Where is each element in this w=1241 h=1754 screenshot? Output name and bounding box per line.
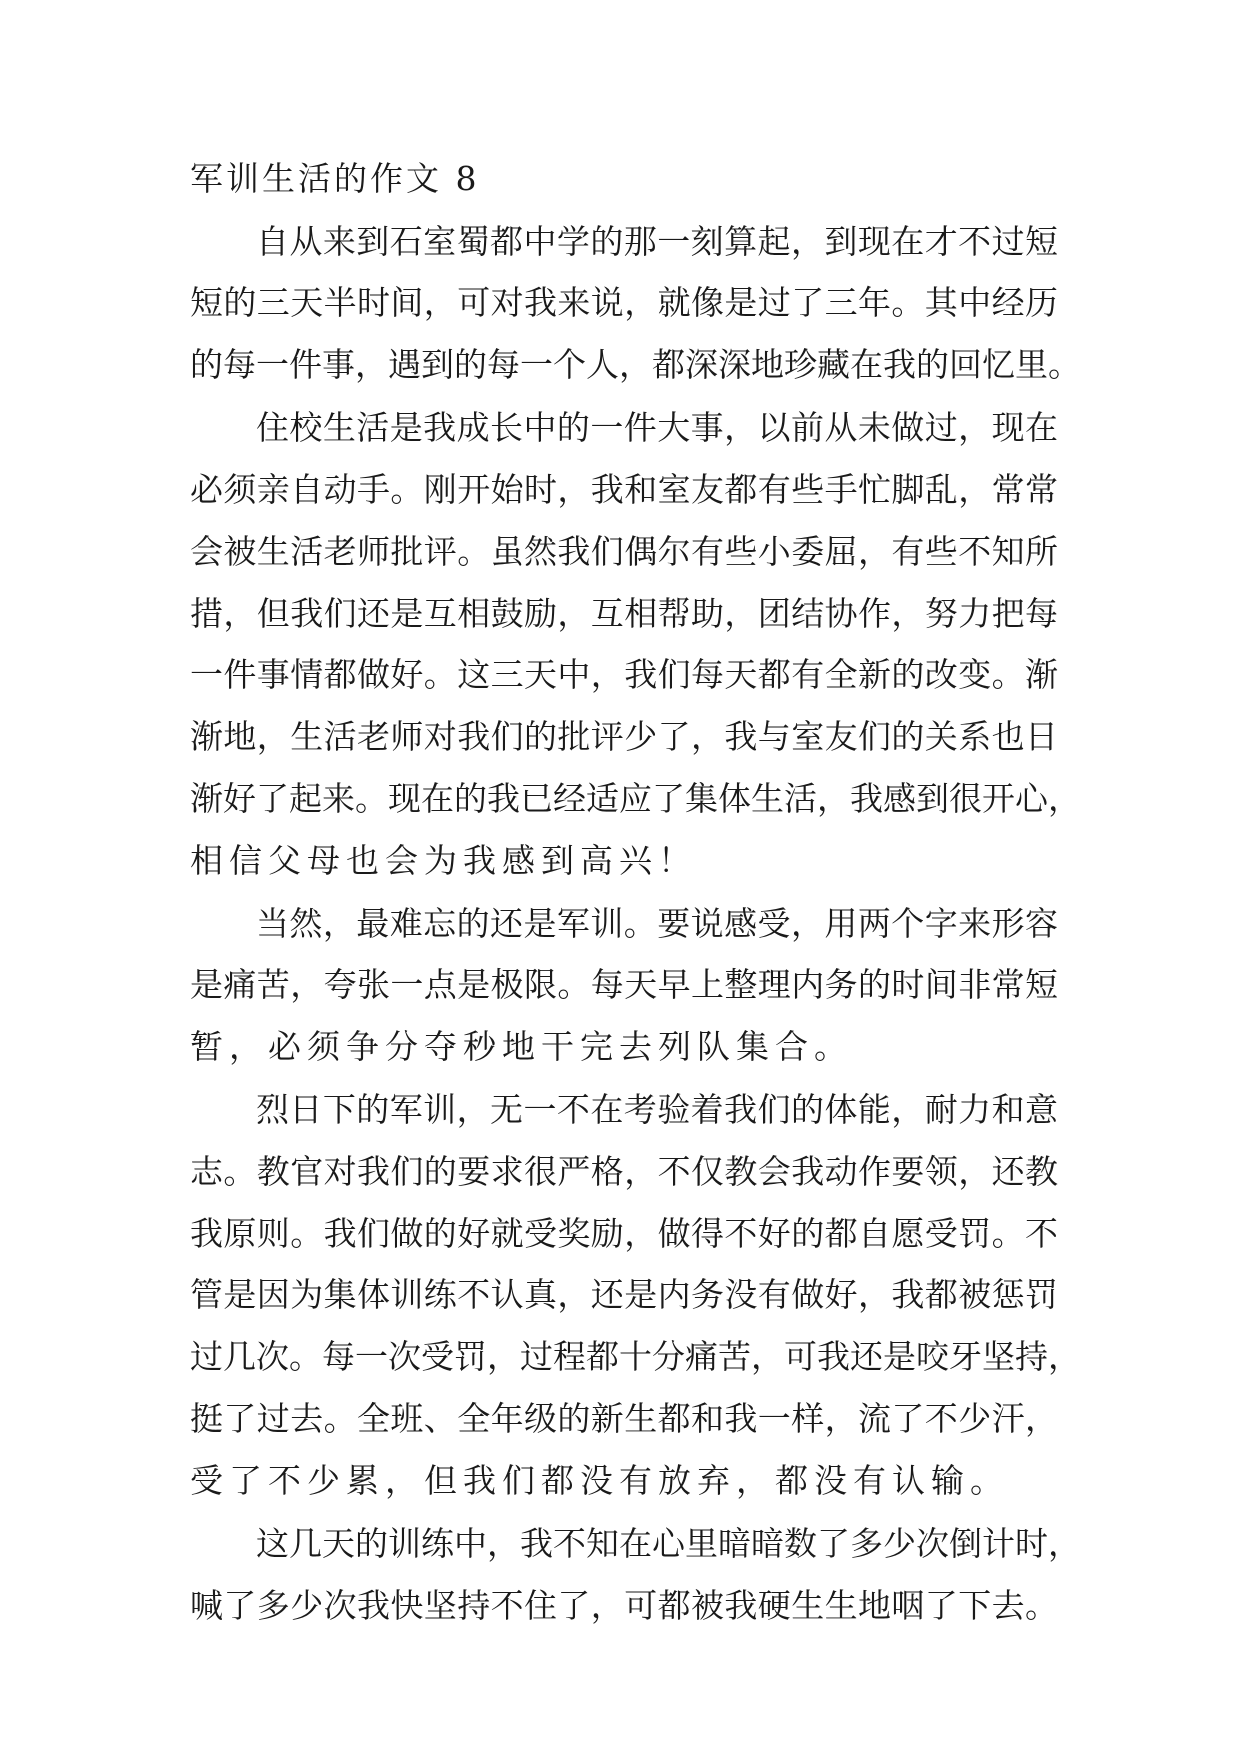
paragraph-4-line-5: 过几次。每一次受罚，过程都十分痛苦，可我还是咬牙坚持， (190, 1337, 1081, 1376)
paragraph-4-line-4: 管是因为集体训练不认真，还是内务没有做好，我都被惩罚 (190, 1275, 1058, 1314)
paragraph-2-line-5: 一件事情都做好。这三天中，我们每天都有全新的改变。渐 (190, 655, 1058, 694)
paragraph-3-line-1: 当然，最难忘的还是军训。要说感受，用两个字来形容 (256, 904, 1058, 943)
paragraph-1-line-2: 短的三天半时间，可对我来说，就像是过了三年。其中经历 (190, 283, 1058, 322)
paragraph-1-line-1: 自从来到石室蜀都中学的那一刻算起，到现在才不过短 (256, 222, 1058, 261)
paragraph-2-line-8: 相信父母也会为我感到高兴！ (190, 841, 697, 880)
essay-title: 军训生活的作文 8 (190, 159, 480, 198)
paragraph-4-line-3: 我原则。我们做的好就受奖励，做得不好的都自愿受罚。不 (190, 1214, 1058, 1253)
paragraph-5-line-1: 这几天的训练中，我不知在心里暗暗数了多少次倒计时， (256, 1524, 1081, 1563)
paragraph-4-line-7: 受了不少累，但我们都没有放弃，都没有认输。 (190, 1461, 1009, 1500)
paragraph-2-line-2: 必须亲自动手。刚开始时，我和室友都有些手忙脚乱，常常 (190, 470, 1058, 509)
paragraph-2-line-6: 渐地，生活老师对我们的批评少了，我与室友们的关系也日 (190, 717, 1058, 756)
paragraph-4-line-2: 志。教官对我们的要求很严格，不仅教会我动作要领，还教 (190, 1152, 1058, 1191)
paragraph-3-line-3: 暂，必须争分夺秒地干完去列队集合。 (190, 1027, 853, 1066)
paragraph-2-line-3: 会被生活老师批评。虽然我们偶尔有些小委屈，有些不知所 (190, 532, 1058, 571)
paragraph-1-line-3: 的每一件事，遇到的每一个人，都深深地珍藏在我的回忆里。 (190, 345, 1081, 384)
paragraph-2-line-4: 措，但我们还是互相鼓励，互相帮助，团结协作，努力把每 (190, 594, 1058, 633)
paragraph-2-line-1: 住校生活是我成长中的一件大事，以前从未做过，现在 (256, 408, 1058, 447)
paragraph-4-line-1: 烈日下的军训，无一不在考验着我们的体能，耐力和意 (256, 1090, 1058, 1129)
paragraph-2-line-7: 渐好了起来。现在的我已经适应了集体生活，我感到很开心， (190, 779, 1081, 818)
paragraph-3-line-2: 是痛苦，夸张一点是极限。每天早上整理内务的时间非常短 (190, 965, 1058, 1004)
paragraph-5-line-2: 喊了多少次我快坚持不住了，可都被我硬生生地咽了下去。 (190, 1586, 1058, 1625)
paragraph-4-line-6: 挺了过去。全班、全年级的新生都和我一样，流了不少汗， (190, 1399, 1058, 1438)
